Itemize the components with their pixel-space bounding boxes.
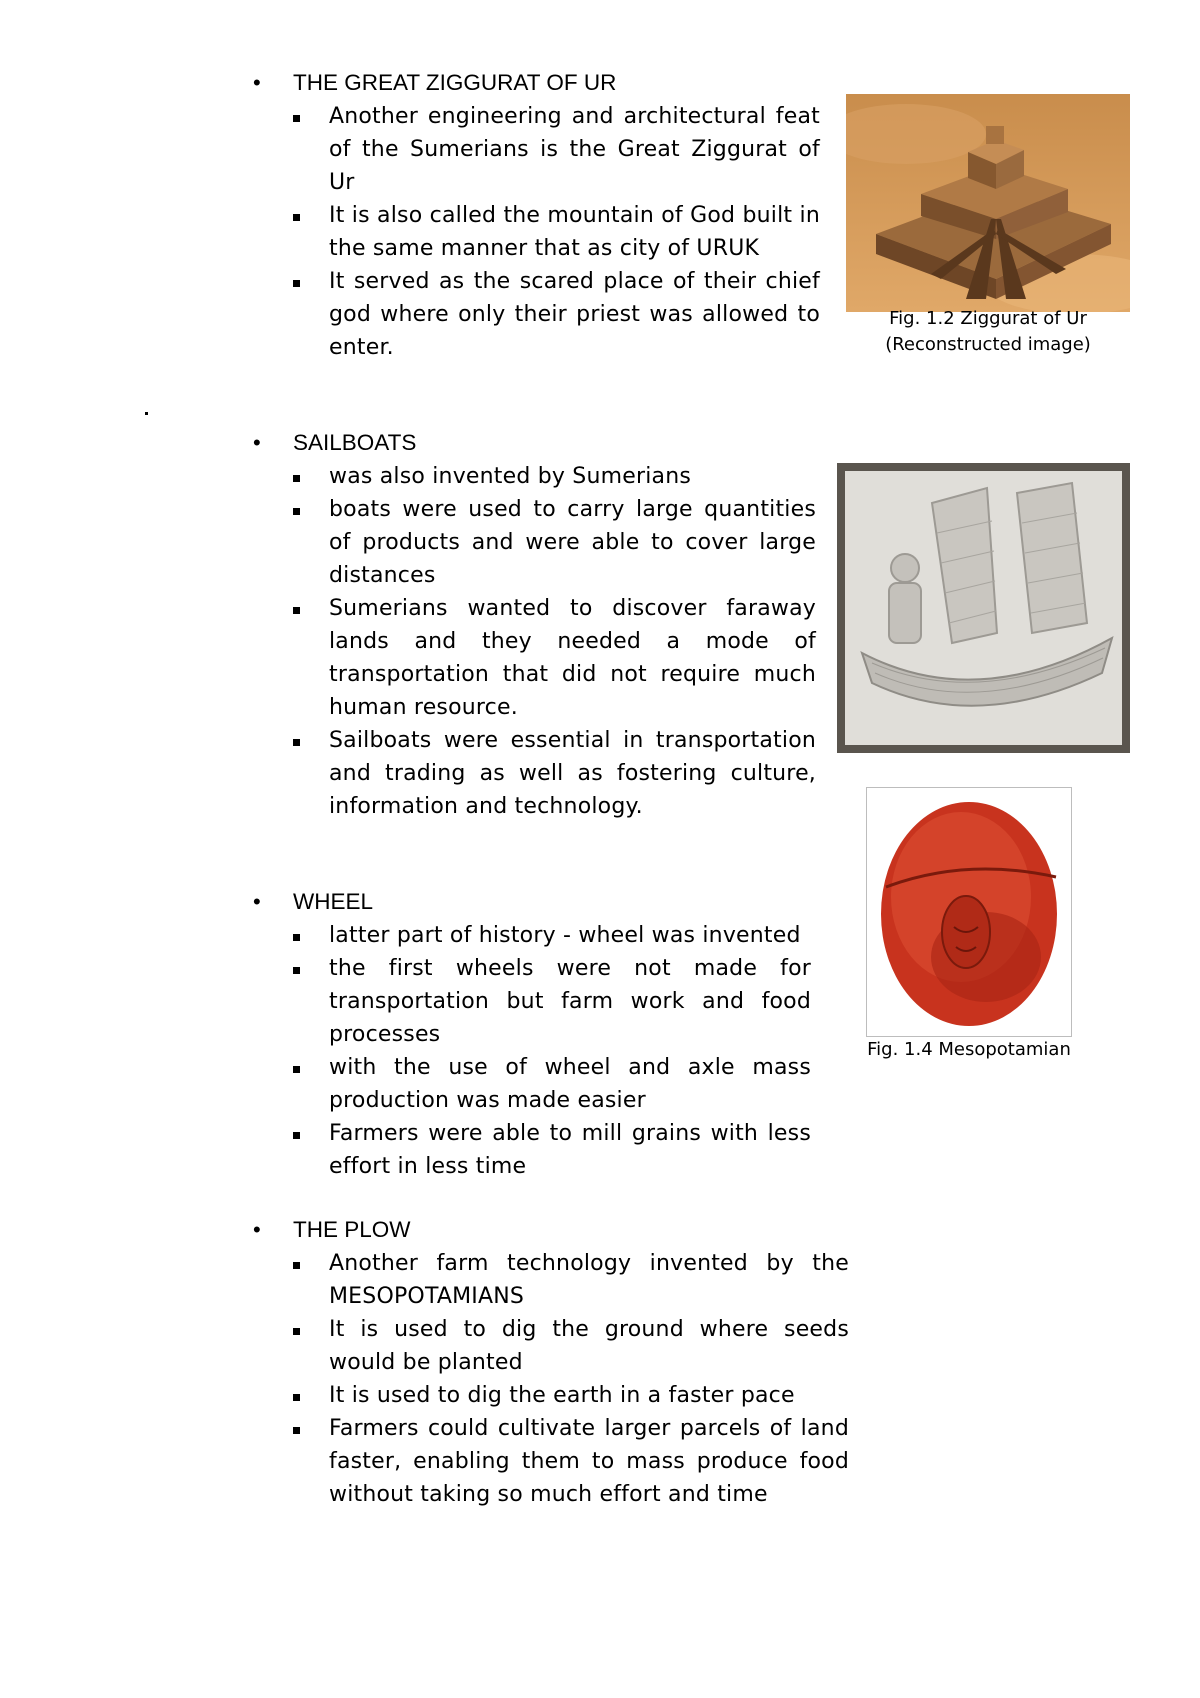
list-item: It is used to dig the earth in a faster pace <box>253 1379 849 1412</box>
list-item: It served as the scared place of their chief god where only their priest was allowed to enter. <box>253 265 820 364</box>
section-title: • SAILBOATS <box>253 428 816 458</box>
list-item: It is used to dig the ground where seeds would be planted <box>253 1313 849 1379</box>
list-item: Farmers could cultivate larger parcels of land faster, enabling them to mass produce food without taking so much effort and time <box>253 1412 849 1511</box>
bullet-list <box>253 460 816 823</box>
figure-caption <box>842 306 1134 358</box>
bullet-list <box>253 919 811 1183</box>
list-item: Sailboats were essential in transportation and trading as well as fostering culture, information and technology. <box>253 724 816 823</box>
section-title: • WHEEL <box>253 887 811 917</box>
list-item: Another farm technology invented by the MESOPOTAMIANS <box>253 1247 849 1313</box>
wheel-figure <box>866 787 1072 1060</box>
sailboat-relief-image <box>837 463 1130 753</box>
list-item: latter part of history - wheel was invented <box>253 919 811 952</box>
bullet-list <box>253 1247 849 1511</box>
section-sailboats <box>253 428 816 823</box>
section-title: • THE GREAT ZIGGURAT OF UR <box>253 68 820 98</box>
bullet-list <box>253 100 820 364</box>
caption-line-1: Fig. 1.2 Ziggurat of Ur <box>889 308 1087 329</box>
section-title: • THE PLOW <box>253 1215 849 1245</box>
sailboat-figure <box>837 463 1130 753</box>
ziggurat-figure <box>846 94 1130 355</box>
list-item: with the use of wheel and axle mass production was made easier <box>253 1051 811 1117</box>
stray-dot <box>145 412 148 415</box>
list-item: was also invented by Sumerians <box>253 460 816 493</box>
list-item: the first wheels were not made for transportation but farm work and food processes <box>253 952 811 1051</box>
ziggurat-image <box>846 94 1130 312</box>
list-item: Sumerians wanted to discover faraway lands and they needed a mode of transportation that did not require much human resource. <box>253 592 816 724</box>
section-plow <box>253 1215 849 1511</box>
list-item: Another engineering and architectural feat of the Sumerians is the Great Ziggurat of Ur <box>253 100 820 199</box>
caption-line-2: (Reconstructed image) <box>885 334 1091 355</box>
mesopotamian-artifact-image <box>866 787 1072 1037</box>
list-item: Farmers were able to mill grains with less effort in less time <box>253 1117 811 1183</box>
figure-caption: Fig. 1.4 Mesopotamian <box>867 1039 1071 1060</box>
section-wheel <box>253 887 811 1183</box>
list-item: It is also called the mountain of God built in the same manner that as city of URUK <box>253 199 820 265</box>
section-ziggurat <box>253 68 820 364</box>
list-item: boats were used to carry large quantities of products and were able to cover large distances <box>253 493 816 592</box>
